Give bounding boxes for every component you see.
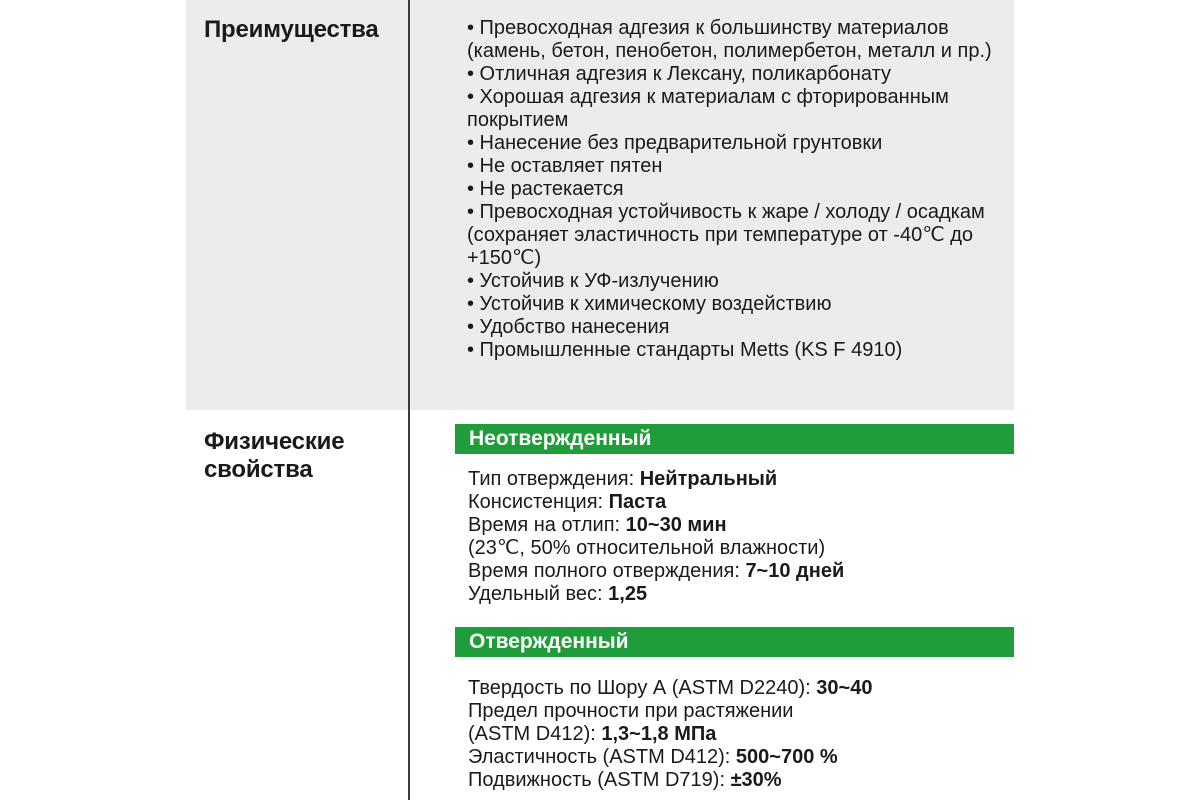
property-label: Время на отлип: bbox=[468, 514, 626, 536]
property-label: Удельный вес: bbox=[468, 583, 609, 605]
property-line bbox=[468, 677, 1013, 700]
benefit-item: • Хорошая адгезия к материалам с фторированным покрытием bbox=[467, 86, 949, 131]
property-label: (ASTM D412): bbox=[468, 723, 602, 745]
property-line bbox=[468, 468, 1013, 491]
benefit-item: • Не растекается bbox=[467, 178, 624, 200]
property-label: Предел прочности при растяжении bbox=[468, 700, 794, 722]
uncured-properties bbox=[468, 468, 1013, 606]
property-line bbox=[468, 491, 1013, 514]
benefit-item: • Нанесение без предварительной грунтовки bbox=[467, 132, 883, 154]
benefit-item: • Устойчив к химическому воздействию bbox=[467, 293, 832, 315]
benefit-item: • Удобство нанесения bbox=[467, 316, 670, 338]
benefit-item: • Не оставляет пятен bbox=[467, 155, 663, 177]
benefits-list bbox=[467, 17, 1012, 362]
cured-properties bbox=[468, 677, 1013, 792]
property-label: (23℃, 50% относительной влажности) bbox=[468, 537, 826, 559]
property-line bbox=[468, 560, 1013, 583]
cured-section-header: Отвержденный bbox=[455, 627, 1014, 657]
benefit-item: • Промышленные стандарты Metts (KS F 4910) bbox=[467, 339, 903, 361]
property-line bbox=[468, 769, 1013, 792]
property-label: Время полного отверждения: bbox=[468, 560, 746, 582]
benefits-label: Преимущества bbox=[204, 16, 379, 43]
property-value: Паста bbox=[608, 491, 667, 513]
property-line bbox=[468, 583, 1013, 606]
property-value: 30~40 bbox=[816, 677, 873, 699]
uncured-section-header: Неотвержденный bbox=[455, 424, 1014, 454]
property-value: 10~30 мин bbox=[625, 514, 727, 536]
property-value: 1,25 bbox=[608, 583, 648, 605]
property-value: 500~700 % bbox=[735, 746, 838, 768]
property-label: Консистенция: bbox=[468, 491, 609, 513]
benefit-item: • Отличная адгезия к Лексану, поликарбонату bbox=[467, 63, 892, 85]
property-value: ±30% bbox=[730, 769, 782, 791]
property-label: Твердость по Шору А (ASTM D2240): bbox=[468, 677, 817, 699]
property-label: Тип отверждения: bbox=[468, 468, 640, 490]
physical-properties-label: Физические свойства bbox=[204, 428, 345, 483]
property-value: 7~10 дней bbox=[745, 560, 845, 582]
benefit-item: • Превосходная адгезия к большинству материалов (камень, бетон, пенобетон, полимербетон, металл и пр.) bbox=[467, 17, 992, 62]
property-line bbox=[468, 700, 1013, 723]
benefit-item: • Превосходная устойчивость к жаре / холоду / осадкам (сохраняет эластичность при температуре от -40℃ до +150℃) bbox=[467, 201, 985, 269]
benefit-item: • Устойчив к УФ-излучению bbox=[467, 270, 719, 292]
property-label: Подвижность (ASTM D719): bbox=[468, 769, 731, 791]
property-value: 1,3~1,8 МПа bbox=[601, 723, 717, 745]
property-label: Эластичность (ASTM D412): bbox=[468, 746, 736, 768]
property-line bbox=[468, 723, 1013, 746]
property-line bbox=[468, 537, 1013, 560]
column-divider bbox=[408, 0, 410, 800]
property-line bbox=[468, 746, 1013, 769]
property-line bbox=[468, 514, 1013, 537]
property-value: Нейтральный bbox=[639, 468, 778, 490]
